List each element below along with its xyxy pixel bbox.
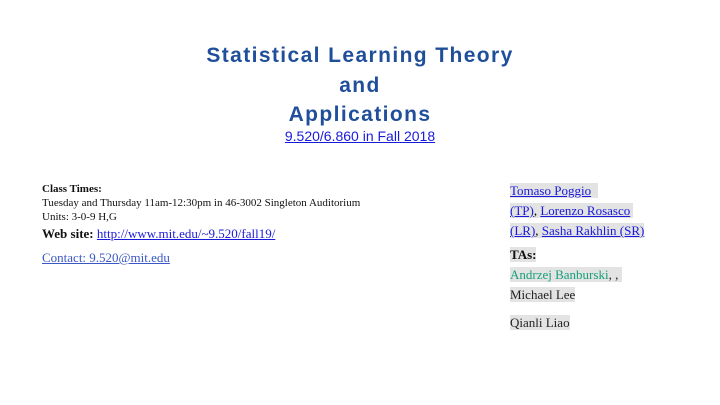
instructor-sasha-rakhlin-link[interactable]: Sasha Rakhlin (SR)	[541, 223, 645, 238]
staff-panel	[510, 181, 670, 333]
class-schedule: Tuesday and Thursday 11am-12:30pm in 46-3002 Singleton Auditorium	[42, 197, 361, 209]
course-number-link[interactable]: 9.520/6.860 in Fall 2018	[284, 128, 436, 144]
separator: ,	[535, 223, 539, 238]
web-site-link[interactable]: http://www.mit.edu/~9.520/fall19/	[96, 226, 276, 241]
separator: ,	[533, 203, 538, 218]
instructor-tomaso-poggio-link[interactable]: Tomaso Poggio	[510, 183, 592, 198]
tas-label: TAs:	[510, 247, 537, 262]
ta-andrzej-banburski: Andrzej Banburski	[510, 267, 609, 282]
page-title-line-1: Statistical Learning Theory	[206, 44, 514, 67]
page-title-line-3: Applications	[288, 103, 432, 126]
web-site-row	[42, 225, 462, 242]
instructor-lorenzo-rosasco-link[interactable]: Lorenzo Rosasco	[540, 203, 631, 218]
instructor-lr-abbrev[interactable]: (LR)	[510, 223, 536, 238]
instructor-tp-abbrev[interactable]: (TP)	[510, 203, 534, 218]
class-times-label: Class Times:	[42, 183, 102, 195]
contact-link[interactable]: Contact: 9.520@mit.edu	[42, 250, 170, 265]
ta-michael-lee: Michael Lee	[510, 287, 576, 302]
units-info: Units: 3-0-9 H,G	[42, 211, 117, 223]
course-info	[42, 182, 462, 266]
web-site-label: Web site:	[42, 226, 94, 241]
page-title-line-2: and	[339, 74, 381, 97]
ta-separator: , ,	[608, 267, 619, 282]
ta-qianli-liao: Qianli Liao	[510, 315, 570, 330]
